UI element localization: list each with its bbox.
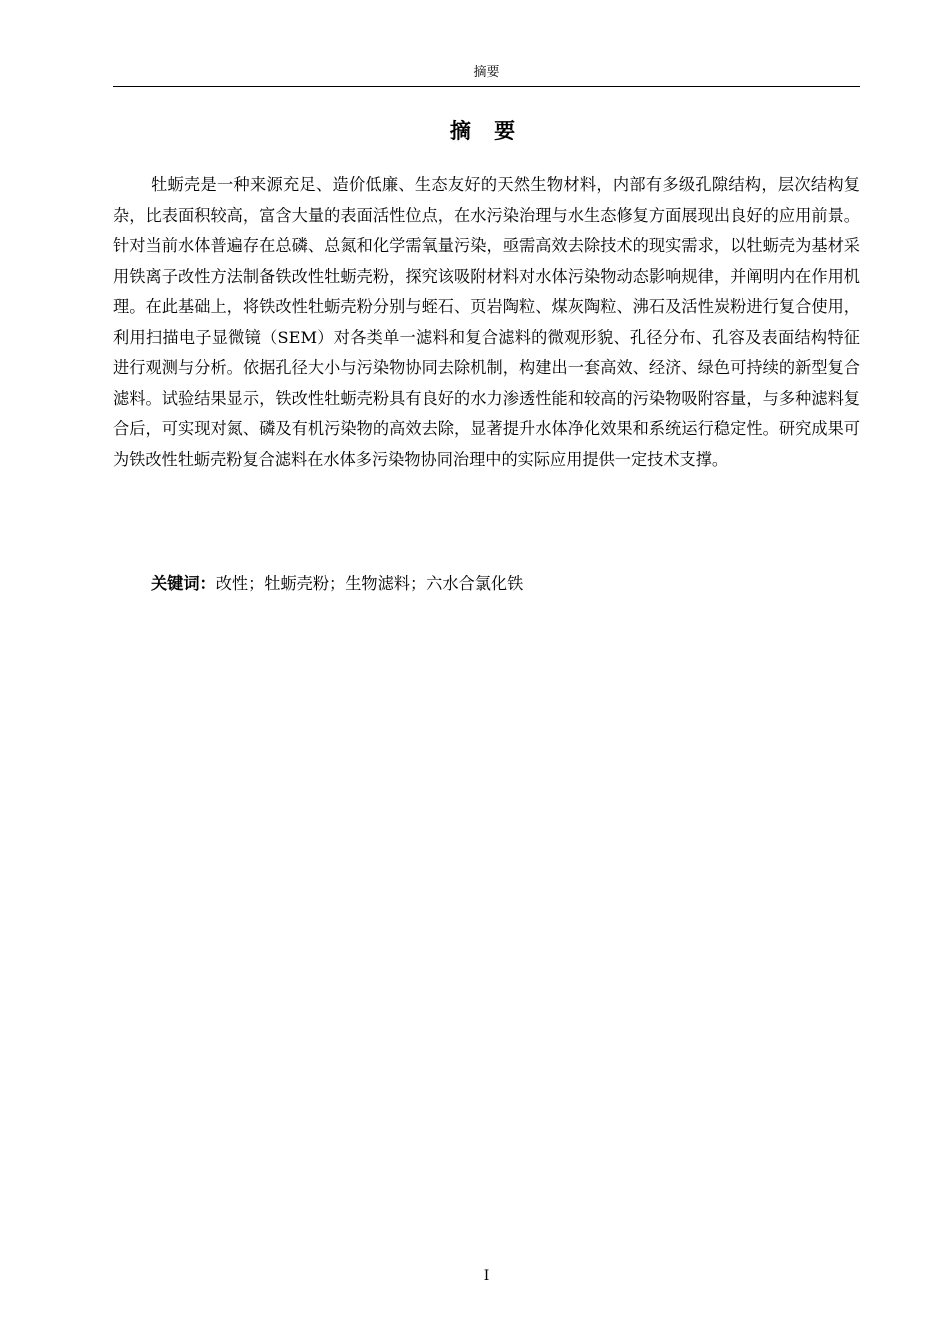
keywords-line <box>151 569 860 599</box>
running-header: 摘要 <box>473 65 500 80</box>
header-divider <box>113 86 860 87</box>
page-title: 摘 要 <box>449 119 524 143</box>
abstract-paragraph: 牡蛎壳是一种来源充足、造价低廉、生态友好的天然生物材料，内部有多级孔隙结构，层次结构复杂，比表面积较高，富含大量的表面活性位点，在水污染治理与水生态修复方面展现出良好的应用前景。针对当前水体普遍存在总磷、总氮和化学需氧量污染，亟需高效去除技术的现实需求，以牡蛎壳为基材采用铁离子改性方法制备铁改性牡蛎壳粉，探究该吸附材料对水体污染物动态影响规律，并阐明内在作用机理。在此基础上，将铁改性牡蛎壳粉分别与蛭石、页岩陶粒、煤灰陶粒、沸石及活性炭粉进行复合使用，利用扫描电子显微镜（SEM）对各类单一滤料和复合滤料的微观形貌、孔径分布、孔容及表面结构特征进行观测与分析。依据孔径大小与污染物协同去除机制，构建出一套高效、经济、绿色可持续的新型复合滤料。试验结果显示，铁改性牡蛎壳粉具有良好的水力渗透性能和较高的污染物吸附容量，与多种滤料复合后，可实现对氮、磷及有机污染物的高效去除，显著提升水体净化效果和系统运行稳定性。研究成果可为铁改性牡蛎壳粉复合滤料在水体多污染物协同治理中的实际应用提供一定技术支撑。 <box>113 175 860 469</box>
keywords-label: 关键词： <box>151 574 216 593</box>
keywords-list: 改性；牡蛎壳粉；生物滤料；六水合氯化铁 <box>215 574 524 593</box>
page-number: I <box>483 1268 490 1284</box>
